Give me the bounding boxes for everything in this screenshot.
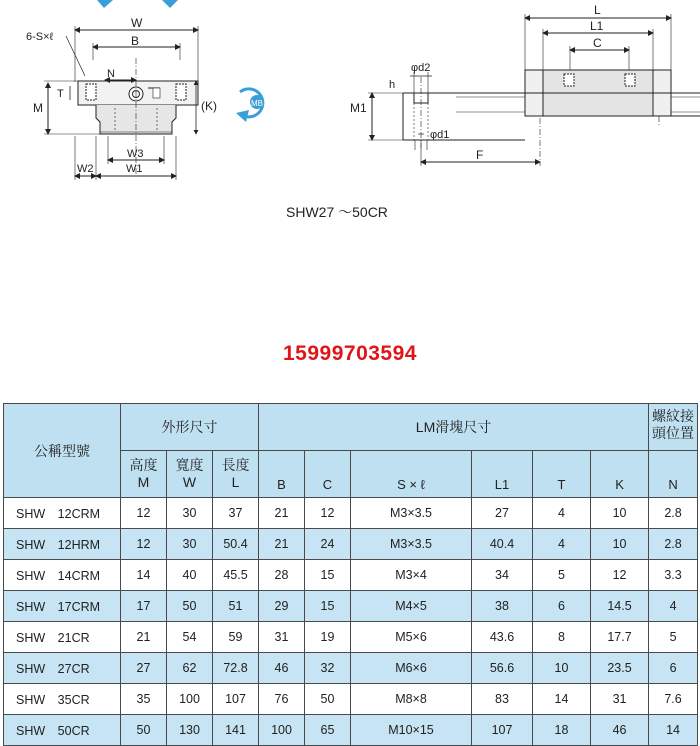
cell-b: 21 (259, 529, 305, 560)
cell-l: 59 (213, 622, 259, 653)
dim-label-c: C (593, 36, 602, 50)
cell-k: 10 (591, 498, 649, 529)
moment-mb-icon (236, 89, 264, 122)
technical-drawings (0, 0, 700, 200)
dim-label-l1: L1 (590, 19, 604, 33)
col-b: B (259, 451, 305, 498)
cell-c: 15 (305, 560, 351, 591)
cell-b: 29 (259, 591, 305, 622)
cell-b: 100 (259, 715, 305, 746)
cell-w: 130 (167, 715, 213, 746)
col-n: N (649, 451, 698, 498)
dim-label-f: F (476, 148, 484, 162)
svg-text:MB: MB (251, 99, 263, 108)
model-cell: SHW 12HRM (4, 529, 121, 560)
cell-c: 32 (305, 653, 351, 684)
cell-s: M3×3.5 (351, 529, 472, 560)
table-row (4, 622, 698, 653)
dim-label-k: (K) (201, 99, 217, 113)
col-t: T (533, 451, 591, 498)
cross-section-view (44, 26, 198, 180)
cell-n: 3.3 (649, 560, 698, 591)
cell-k: 31 (591, 684, 649, 715)
table-row (4, 529, 698, 560)
cell-c: 65 (305, 715, 351, 746)
cell-m: 50 (121, 715, 167, 746)
model-cell: SHW 14CRM (4, 560, 121, 591)
cell-s: M5×6 (351, 622, 472, 653)
cell-b: 21 (259, 498, 305, 529)
cell-l1: 38 (472, 591, 533, 622)
dim-label-w1: W1 (126, 163, 143, 175)
cell-t: 8 (533, 622, 591, 653)
cell-k: 10 (591, 529, 649, 560)
dim-label-b: B (131, 34, 140, 48)
cell-t: 5 (533, 560, 591, 591)
cell-m: 27 (121, 653, 167, 684)
cell-b: 46 (259, 653, 305, 684)
col-width: 寬度 W (167, 451, 213, 498)
cell-l: 51 (213, 591, 259, 622)
cell-n: 7.6 (649, 684, 698, 715)
col-c: C (305, 451, 351, 498)
cell-l1: 34 (472, 560, 533, 591)
cell-m: 12 (121, 529, 167, 560)
side-view (368, 14, 700, 166)
cell-t: 4 (533, 529, 591, 560)
col-height: 高度 M (121, 451, 167, 498)
dimension-table (3, 403, 698, 746)
direction-arrow-left (97, 0, 113, 8)
model-cell: SHW 50CR (4, 715, 121, 746)
col-length: 長度 L (213, 451, 259, 498)
cell-b: 76 (259, 684, 305, 715)
cell-t: 10 (533, 653, 591, 684)
cell-c: 24 (305, 529, 351, 560)
cell-b: 31 (259, 622, 305, 653)
dim-label-m1: M1 (350, 101, 367, 115)
cell-s: M4×5 (351, 591, 472, 622)
cell-k: 14.5 (591, 591, 649, 622)
dim-label-w: W (131, 16, 143, 30)
cell-w: 40 (167, 560, 213, 591)
cell-n: 6 (649, 653, 698, 684)
cell-t: 6 (533, 591, 591, 622)
cell-w: 62 (167, 653, 213, 684)
dim-label-h: h (389, 79, 396, 91)
col-k: K (591, 451, 649, 498)
cell-l: 37 (213, 498, 259, 529)
cell-k: 46 (591, 715, 649, 746)
cell-s: M10×15 (351, 715, 472, 746)
outer-dimensions-header: 外形尺寸 (121, 404, 259, 451)
cell-l1: 43.6 (472, 622, 533, 653)
cell-l1: 40.4 (472, 529, 533, 560)
cell-s: M6×6 (351, 653, 472, 684)
cell-m: 12 (121, 498, 167, 529)
cell-b: 28 (259, 560, 305, 591)
cell-n: 2.8 (649, 498, 698, 529)
cell-n: 2.8 (649, 529, 698, 560)
dim-label-d1: φd1 (430, 129, 450, 141)
cell-w: 30 (167, 498, 213, 529)
cell-m: 35 (121, 684, 167, 715)
block-dimensions-header: LM滑塊尺寸 (259, 404, 649, 451)
cell-c: 19 (305, 622, 351, 653)
cell-l: 45.5 (213, 560, 259, 591)
dim-label-s-l: 6-S×ℓ (26, 31, 54, 43)
model-cell: SHW 21CR (4, 622, 121, 653)
cell-k: 17.7 (591, 622, 649, 653)
cell-s: M3×4 (351, 560, 472, 591)
dim-label-w2: W2 (77, 163, 94, 175)
table-row (4, 591, 698, 622)
cell-t: 14 (533, 684, 591, 715)
dim-label-d2: φd2 (411, 62, 431, 74)
cell-n: 4 (649, 591, 698, 622)
dim-label-w3: W3 (127, 148, 144, 160)
cell-w: 50 (167, 591, 213, 622)
table-row (4, 560, 698, 591)
cell-c: 15 (305, 591, 351, 622)
cell-w: 100 (167, 684, 213, 715)
cell-s: M8×8 (351, 684, 472, 715)
contact-phone: 15999703594 (283, 342, 417, 365)
cell-t: 18 (533, 715, 591, 746)
cell-n: 14 (649, 715, 698, 746)
cell-w: 54 (167, 622, 213, 653)
cell-k: 23.5 (591, 653, 649, 684)
model-header: 公稱型號 (4, 404, 121, 498)
cell-m: 14 (121, 560, 167, 591)
cell-c: 50 (305, 684, 351, 715)
model-cell: SHW 17CRM (4, 591, 121, 622)
table-row (4, 498, 698, 529)
cell-w: 30 (167, 529, 213, 560)
cell-l1: 56.6 (472, 653, 533, 684)
table-row (4, 684, 698, 715)
cell-l: 50.4 (213, 529, 259, 560)
cell-c: 12 (305, 498, 351, 529)
dim-label-n: N (107, 68, 115, 80)
cell-l: 72.8 (213, 653, 259, 684)
cell-t: 4 (533, 498, 591, 529)
model-cell: SHW 35CR (4, 684, 121, 715)
cell-l: 107 (213, 684, 259, 715)
model-cell: SHW 12CRM (4, 498, 121, 529)
cell-n: 5 (649, 622, 698, 653)
cell-l: 141 (213, 715, 259, 746)
col-s-l: S × ℓ (351, 451, 472, 498)
cell-k: 12 (591, 560, 649, 591)
table-row (4, 653, 698, 684)
cell-l1: 107 (472, 715, 533, 746)
series-label: SHW27 ～50CR (286, 204, 388, 220)
cell-l1: 27 (472, 498, 533, 529)
cell-s: M3×3.5 (351, 498, 472, 529)
cell-m: 17 (121, 591, 167, 622)
cell-m: 21 (121, 622, 167, 653)
cell-l1: 83 (472, 684, 533, 715)
dim-label-m: M (33, 101, 43, 115)
dim-label-t: T (57, 88, 64, 100)
col-l1: L1 (472, 451, 533, 498)
direction-arrow-right (162, 0, 178, 8)
model-cell: SHW 27CR (4, 653, 121, 684)
dim-label-l: L (594, 3, 601, 17)
table-row (4, 715, 698, 746)
thread-position-header: 螺紋接頭位置 (649, 404, 698, 451)
